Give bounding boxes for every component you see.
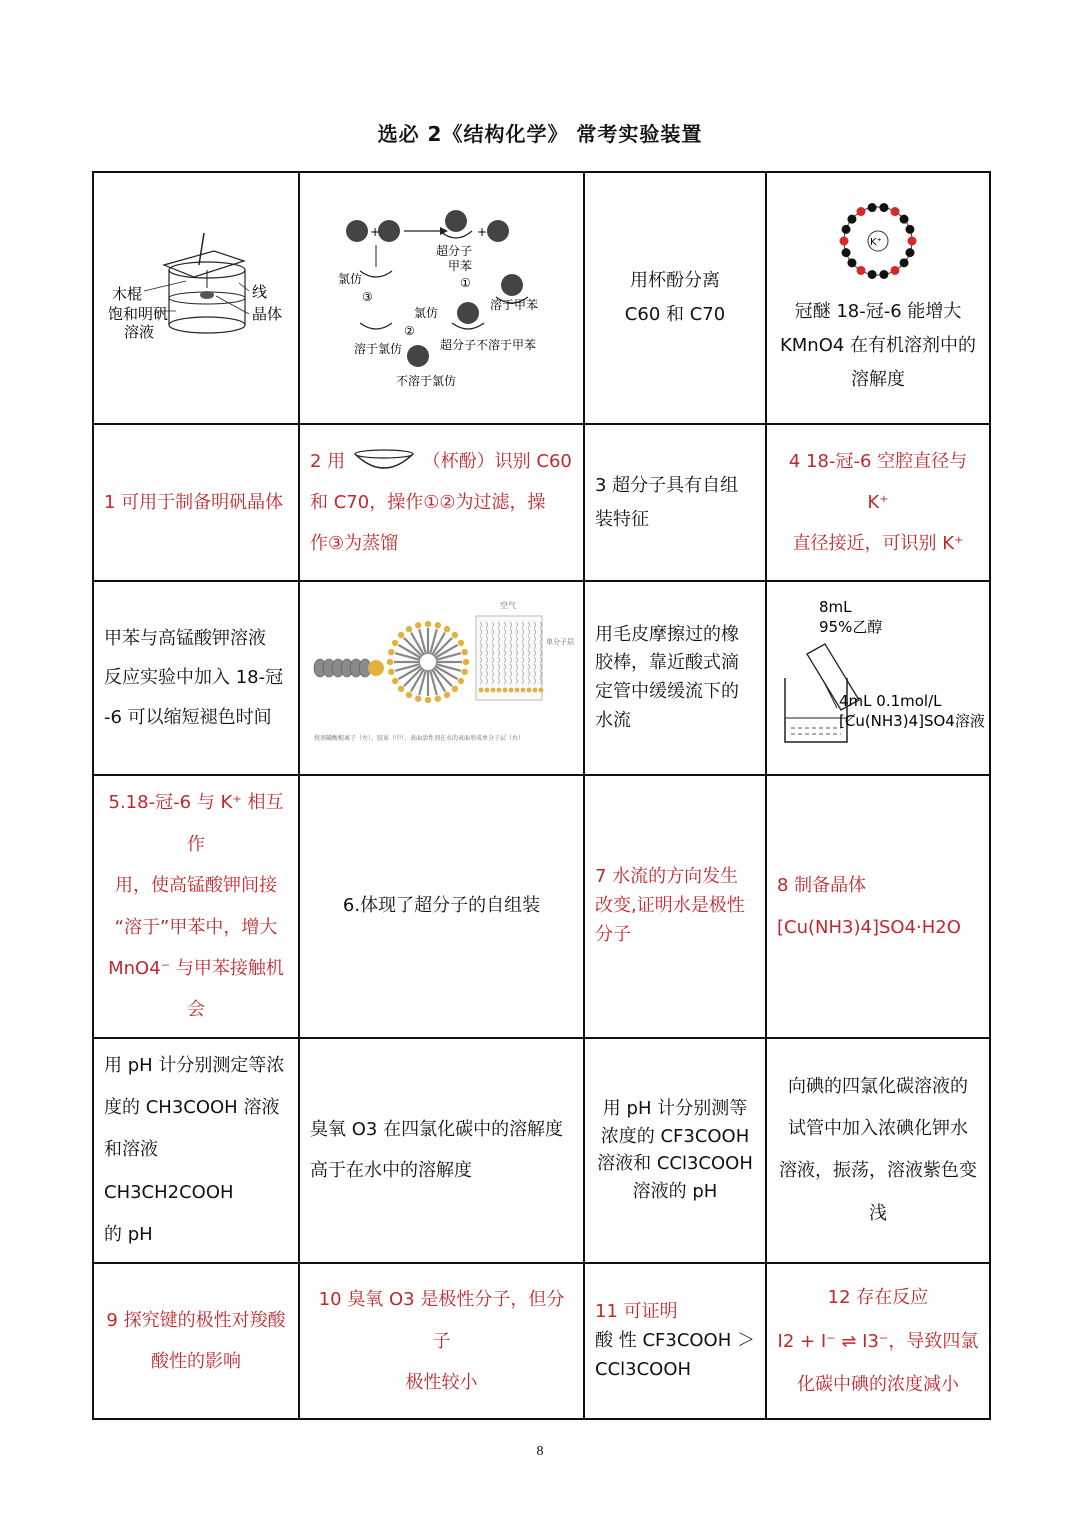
label-toluene: 甲苯 bbox=[448, 259, 473, 273]
monolayer-head bbox=[479, 688, 484, 693]
ethanol-beaker-diagram bbox=[767, 582, 989, 762]
conclusion-2-line-1: 2 用 （杯酚）识别 C60 bbox=[310, 441, 573, 482]
micelle-head bbox=[458, 640, 464, 646]
label-8ml: 8mL bbox=[819, 598, 852, 617]
micelle-head bbox=[392, 678, 398, 684]
carbon-atom bbox=[879, 270, 888, 279]
label-step1: ① bbox=[460, 276, 471, 290]
monolayer-head bbox=[533, 688, 538, 693]
carbon-atom bbox=[847, 258, 856, 267]
micelle-head bbox=[388, 649, 394, 655]
label-ethanol: 95%乙醇 bbox=[819, 618, 883, 637]
label-saturated-alum: 饱和明矾 bbox=[108, 305, 169, 323]
water-stream-cell: 用毛皮摩擦过的橡 胶棒，靠近酸式滴 定管中缓缓流下的 水流 bbox=[584, 581, 766, 775]
micelle-head bbox=[425, 621, 431, 627]
ozone-solubility-cell: 臭氧 O3 在四氯化碳中的溶解度 高于在水中的溶解度 bbox=[299, 1038, 584, 1263]
carbon-atom bbox=[900, 214, 909, 223]
label-step3: ③ bbox=[362, 290, 373, 304]
oxygen-atom bbox=[857, 207, 866, 216]
conclusion-4: 4 18-冠-6 空腔直径与 K⁺ 直径接近，可识别 K⁺ bbox=[766, 424, 990, 581]
monolayer-head bbox=[497, 688, 502, 693]
label-complex-solution: [Cu(NH3)4]SO4溶液 bbox=[839, 712, 985, 731]
crystal-prep-cell bbox=[766, 581, 990, 775]
crown-ether-text-2: KMnO4 在有机溶剂中的 bbox=[779, 335, 977, 357]
conclusion-2-line-2: 和 C70，操作①②为过滤，操 bbox=[310, 491, 546, 513]
table-row bbox=[93, 1263, 990, 1419]
label-dissolve-chloroform: 溶于氯仿 bbox=[354, 342, 403, 356]
table-row bbox=[93, 581, 990, 775]
toluene-experiment-cell: 甲苯与高锰酸钾溶液 反应实验中加入 18-冠 -6 可以缩短褪色时间 bbox=[93, 581, 299, 775]
table-row bbox=[93, 424, 990, 581]
conclusion-12: 12 存在反应 I2 + I⁻ ⇌ I3⁻，导致四氯 化碳中碘的浓度减小 bbox=[766, 1263, 990, 1419]
label-air: 空气 bbox=[500, 601, 516, 611]
sulfonate-head bbox=[368, 660, 384, 676]
oxygen-atom bbox=[857, 266, 866, 275]
conclusion-2 bbox=[299, 424, 584, 581]
micelle-head bbox=[435, 696, 441, 702]
micelle-head bbox=[398, 686, 404, 692]
carbon-atom bbox=[847, 214, 856, 223]
label-thread: 线 bbox=[252, 283, 268, 301]
carbon-atom bbox=[842, 248, 851, 257]
monolayer-head bbox=[521, 688, 526, 693]
conclusion-10: 10 臭氧 O3 是极性分子，但分子 极性较小 bbox=[299, 1263, 584, 1419]
monolayer-head bbox=[491, 688, 496, 693]
oxygen-atom bbox=[908, 236, 917, 245]
oxygen-atom bbox=[891, 207, 900, 216]
label-monolayer: 单分子层 bbox=[546, 638, 574, 647]
monolayer-head bbox=[503, 688, 508, 693]
label-insoluble-chloroform: 不溶于氯仿 bbox=[396, 374, 457, 388]
table-row bbox=[93, 1038, 990, 1263]
micelle-head bbox=[444, 626, 450, 632]
oxygen-atom bbox=[840, 236, 849, 245]
conclusion-9: 9 探究键的极性对羧酸 酸性的影响 bbox=[93, 1263, 299, 1419]
conclusion-5: 5.18-冠-6 与 K⁺ 相互作 用，使高锰酸钾间接 “溶于”甲苯中，增大 MnO4⁻ 与甲苯接触机会 bbox=[93, 775, 299, 1037]
monolayer-head bbox=[485, 688, 490, 693]
monolayer-head bbox=[515, 688, 520, 693]
monolayer-head bbox=[539, 688, 544, 693]
ph-acetic-cell: 用 pH 计分别测定等浓 度的 CH3COOH 溶液 和溶液 CH3CH2COOH 的 pH bbox=[93, 1038, 299, 1263]
crown-ether-diagram bbox=[823, 199, 933, 283]
alum-apparatus-cell bbox=[93, 172, 299, 424]
carbon-atom bbox=[905, 248, 914, 257]
label-chloroform-a: 氯仿 bbox=[338, 272, 363, 286]
micelle-head bbox=[388, 669, 394, 675]
oxygen-atom bbox=[891, 266, 900, 275]
micelle-head bbox=[463, 659, 469, 665]
label-insoluble-toluene: 超分子不溶于甲苯 bbox=[440, 338, 537, 352]
carbon-atom bbox=[842, 225, 851, 234]
micelle-head bbox=[406, 626, 412, 632]
micelle-head bbox=[406, 692, 412, 698]
plus-sign-1: + bbox=[370, 225, 381, 239]
micelle-head bbox=[398, 632, 404, 638]
micelle-head bbox=[462, 669, 468, 675]
micelle-head bbox=[435, 622, 441, 628]
micelle-head bbox=[462, 649, 468, 655]
micelle-head bbox=[452, 686, 458, 692]
label-supramolecule: 超分子 bbox=[436, 244, 473, 258]
label-step2: ② bbox=[404, 324, 415, 338]
calixarene-diagram-cell bbox=[299, 172, 584, 424]
micelle-head bbox=[444, 692, 450, 698]
conclusion-7: 7 水流的方向发生 改变,证明水是极性 分子 bbox=[584, 775, 766, 1037]
separation-text-1: 用杯酚分离 bbox=[630, 269, 720, 291]
micelle-head bbox=[458, 678, 464, 684]
monolayer-head bbox=[509, 688, 514, 693]
label-crystal: 晶体 bbox=[252, 305, 283, 323]
carbon-atom bbox=[905, 225, 914, 234]
label-solution: 溶液 bbox=[124, 323, 155, 341]
conclusion-11: 11 可证明 酸 性 CF3COOH ＞ CCl3COOH bbox=[584, 1263, 766, 1419]
table-row bbox=[93, 172, 990, 424]
label-4ml: 4mL 0.1mol/L bbox=[839, 692, 942, 711]
alum-crystal-diagram bbox=[94, 173, 298, 411]
micelle-head bbox=[392, 640, 398, 646]
conclusion-8: 8 制备晶体 [Cu(NH3)4]SO4·H2O bbox=[766, 775, 990, 1037]
calixarene-bowl-icon bbox=[351, 448, 417, 476]
conclusion-1: 1 可用于制备明矾晶体 bbox=[93, 424, 299, 581]
micelle-head bbox=[387, 659, 393, 665]
conclusion-6: 6.体现了超分子的自组装 bbox=[299, 775, 584, 1037]
carbon-atom bbox=[868, 203, 877, 212]
crown-ether-text-3: 溶解度 bbox=[851, 369, 905, 391]
conclusion-3: 3 超分子具有自组装特征 bbox=[584, 424, 766, 581]
iodine-extraction-cell: 向碘的四氯化碳溶液的 试管中加入浓碘化钾水 溶液，振荡，溶液紫色变 浅 bbox=[766, 1038, 990, 1263]
micelle-diagram bbox=[300, 582, 583, 762]
separation-cell bbox=[584, 172, 766, 424]
plus-sign-2: + bbox=[477, 225, 488, 239]
label-dissolve-toluene: 溶于甲苯 bbox=[490, 298, 539, 312]
label-stick: 木棍 bbox=[112, 285, 143, 303]
separation-text-2: C60 和 C70 bbox=[624, 304, 726, 326]
label-chloroform-b: 氯仿 bbox=[414, 306, 439, 320]
micelle-head bbox=[415, 696, 421, 702]
micelle-head bbox=[425, 697, 431, 703]
potassium-ion-label: K⁺ bbox=[870, 236, 882, 248]
crown-ether-cell bbox=[766, 172, 990, 424]
micelle-head bbox=[415, 622, 421, 628]
carbon-atom bbox=[879, 203, 888, 212]
experiment-table bbox=[92, 171, 991, 1420]
table-row bbox=[93, 775, 990, 1037]
crown-ether-text-1: 冠醚 18-冠-6 能增大 bbox=[794, 300, 962, 322]
micelle-head bbox=[452, 632, 458, 638]
micelle-caption: 烷基磺酸根离子（左）、胶束（中）、表面活性剂在水的表面形成单分子层（右） bbox=[314, 735, 525, 743]
monolayer-head bbox=[527, 688, 532, 693]
conclusion-2-line-3: 作③为蒸馏 bbox=[310, 533, 399, 555]
micelle-image-cell bbox=[299, 581, 584, 775]
carbon-atom bbox=[900, 258, 909, 267]
carbon-atom bbox=[868, 270, 877, 279]
page-title: 选必 2《结构化学》 常考实验装置 bbox=[377, 122, 703, 146]
page-number: 8 bbox=[536, 1444, 544, 1459]
calixarene-separation-diagram bbox=[300, 173, 583, 411]
ph-halo-acid-cell: 用 pH 计分别测等 浓度的 CF3COOH 溶液和 CCl3COOH 溶液的 pH bbox=[584, 1038, 766, 1263]
